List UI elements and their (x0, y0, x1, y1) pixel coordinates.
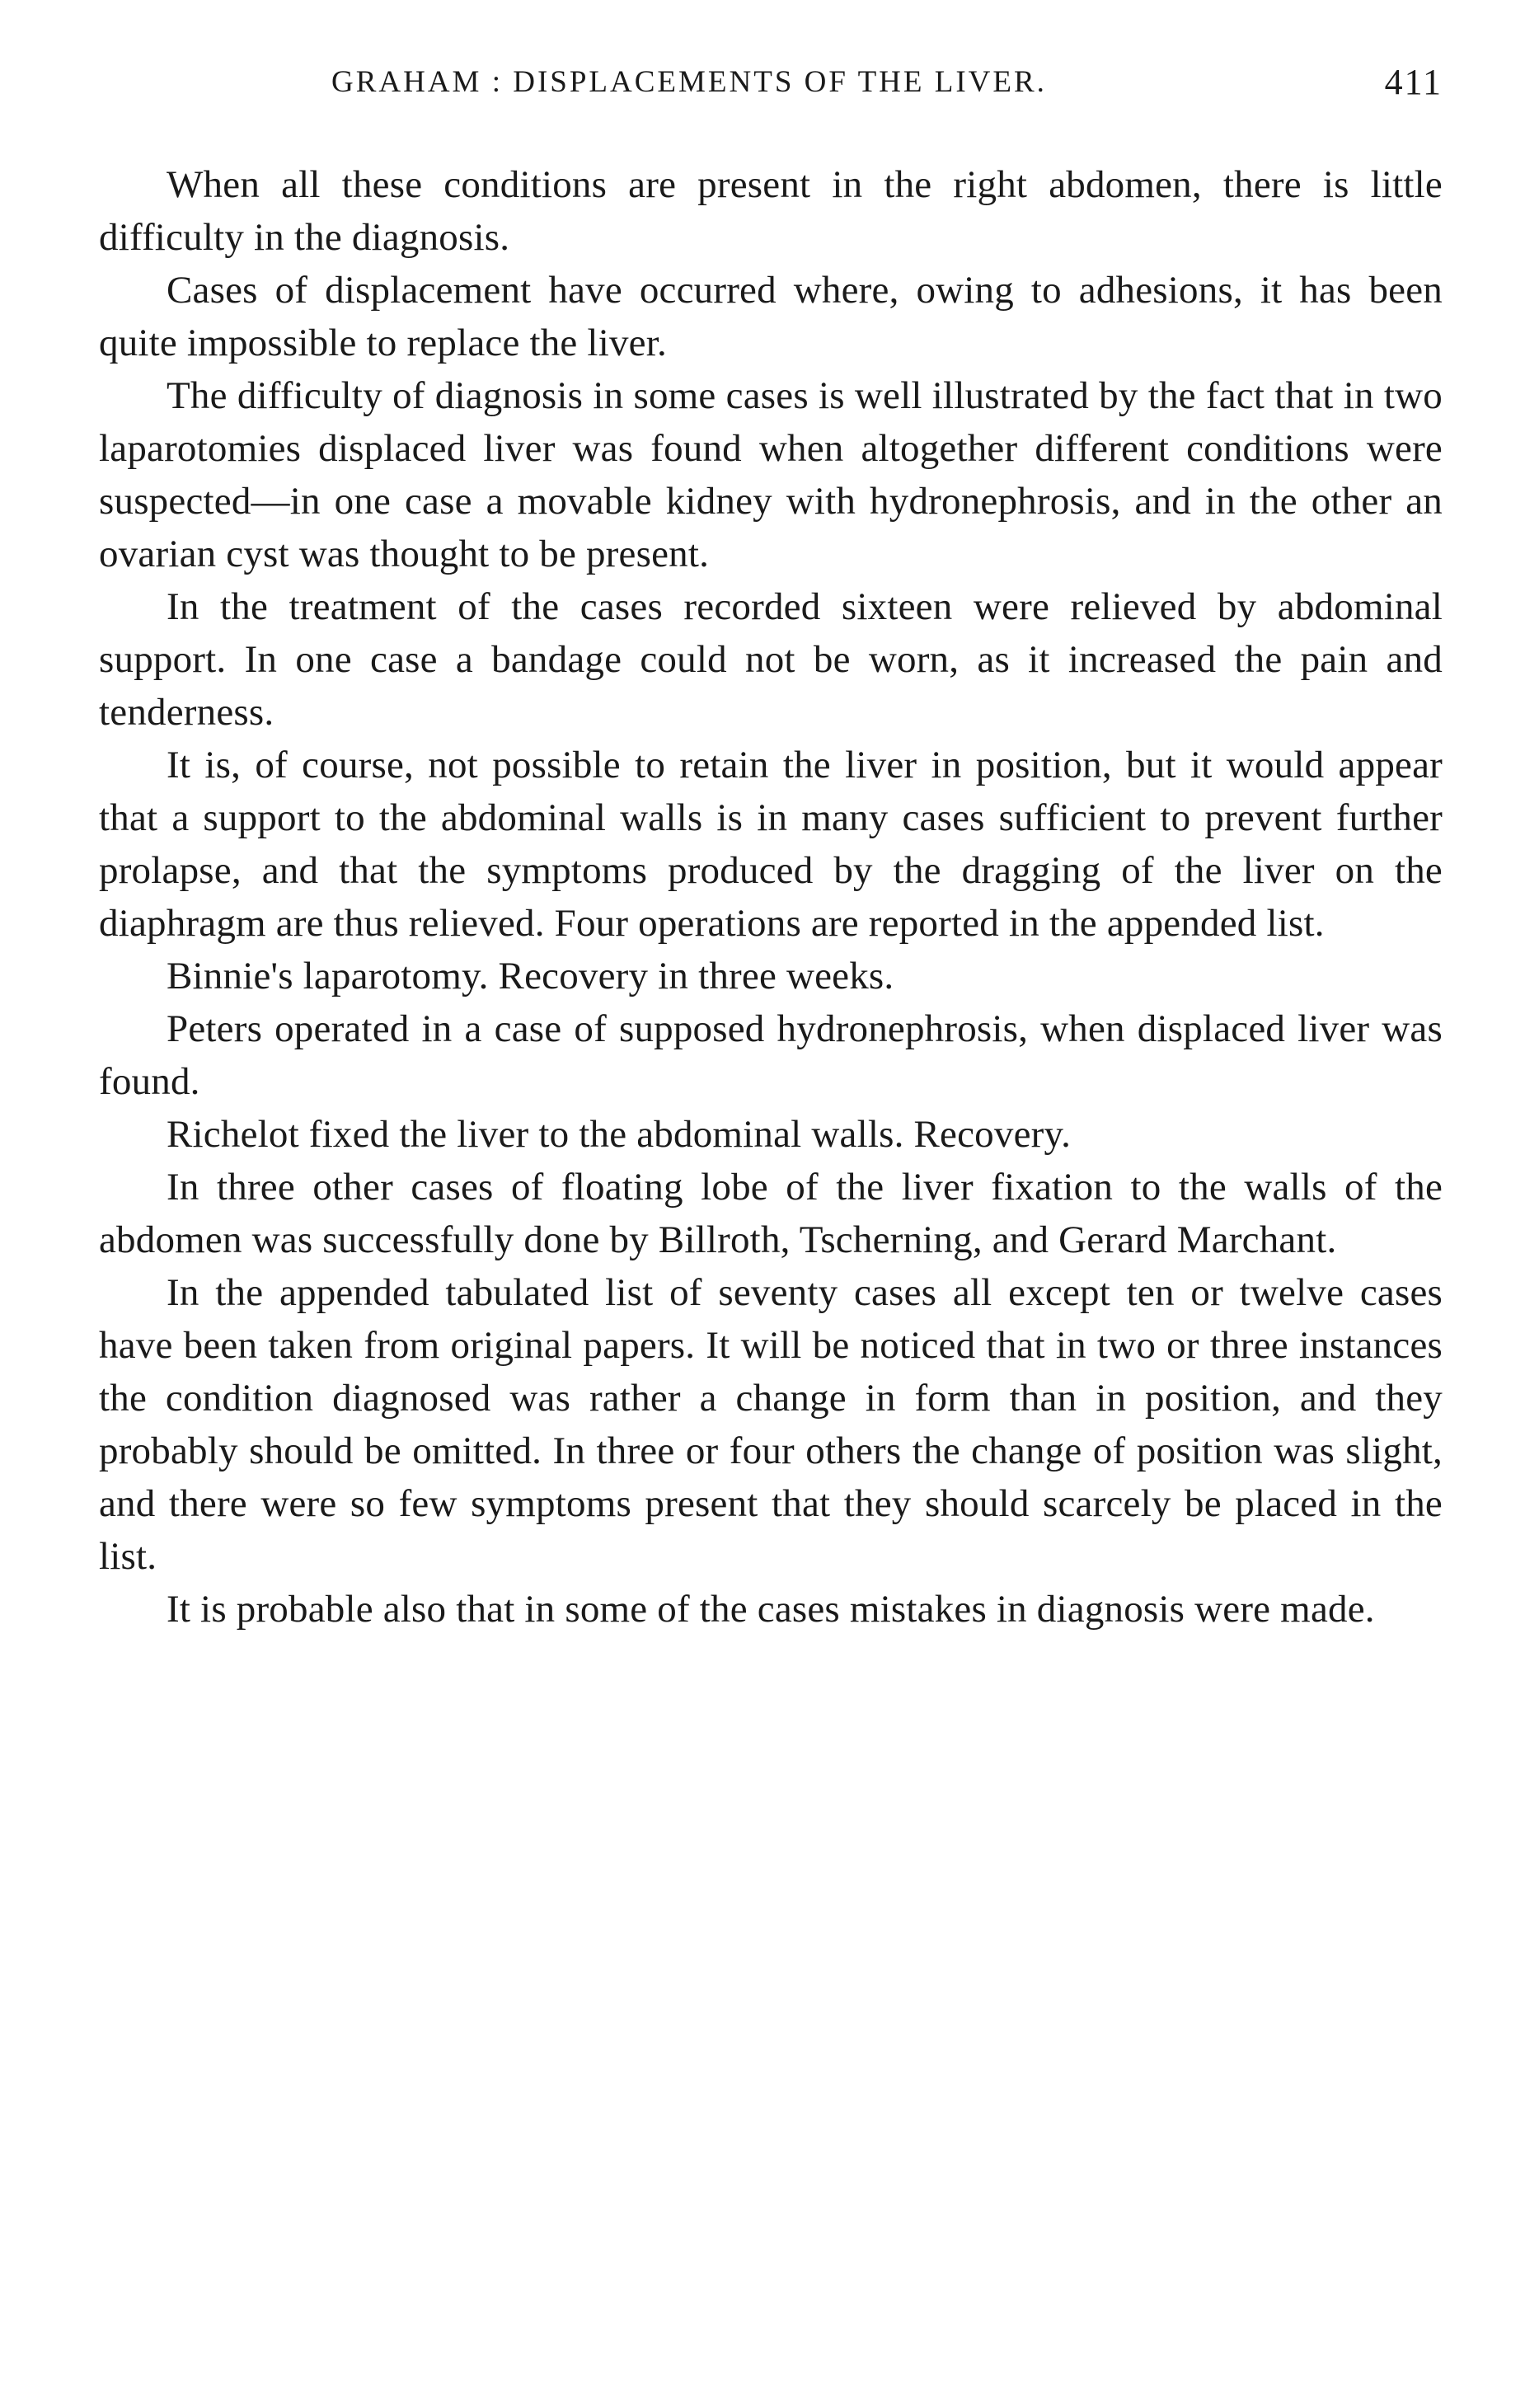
paragraph-floating-lobe: In three other cases of floating lobe of the liver fixation to the walls of the abdomen was successfully done by Billroth, Tscherning, and Gerard Marchant. (99, 1166, 1443, 1261)
paragraph-support: It is, of course, not possible to retain the liver in position, but it would appear that a support to the abdominal walls is in many cases sufficient to prevent further prolapse, and that the symptoms produced by the dragging of the liver on the diaphragm are thus relieved. Four operations are reported in the appended list. (99, 744, 1443, 945)
running-title: GRAHAM : DISPLACEMENTS OF THE LIVER. (331, 65, 1047, 99)
paragraph-richelot: Richelot fixed the liver to the abdominal walls. Recovery. (167, 1113, 1072, 1156)
paragraph-adhesions: Cases of displacement have occurred where, owing to adhesions, it has been quite impossible to replace the liver. (99, 269, 1443, 364)
paragraph-diagnosis-conditions: When all these conditions are present in the right abdomen, there is little difficulty in the diagnosis. (99, 163, 1443, 259)
paragraph-tabulated-list: In the appended tabulated list of seventy cases all except ten or twelve cases have been taken from original papers. It will be noticed that in two or three instances the condition diagnosed was rather a change in form than in position, and they probably should be omitted. In three or four others the change of position was slight, and there were so few symptoms present that they should scarcely be placed in the list. (99, 1271, 1443, 1578)
page-number: 411 (1384, 62, 1443, 102)
running-header (101, 64, 1443, 114)
paragraph-difficulty-of-diagnosis: The difficulty of diagnosis in some cases is well illustrated by the fact that in two laparotomies displaced liver was found when altogether different conditions were suspected—in one case a movable kidney with hydronephrosis, and in the other an ovarian cyst was thought to be present. (99, 374, 1443, 575)
paragraph-peters: Peters operated in a case of supposed hydronephrosis, when displaced liver was found. (99, 1007, 1443, 1103)
paragraph-treatment: In the treatment of the cases recorded sixteen were relieved by abdominal support. In one case a bandage could not be worn, as it increased the pain and tenderness. (99, 585, 1443, 734)
paragraph-mistakes: It is probable also that in some of the cases mistakes in diagnosis were made. (167, 1588, 1375, 1631)
body-text (99, 158, 1443, 1636)
paragraph-binnie: Binnie's laparotomy. Recovery in three weeks. (167, 955, 894, 997)
